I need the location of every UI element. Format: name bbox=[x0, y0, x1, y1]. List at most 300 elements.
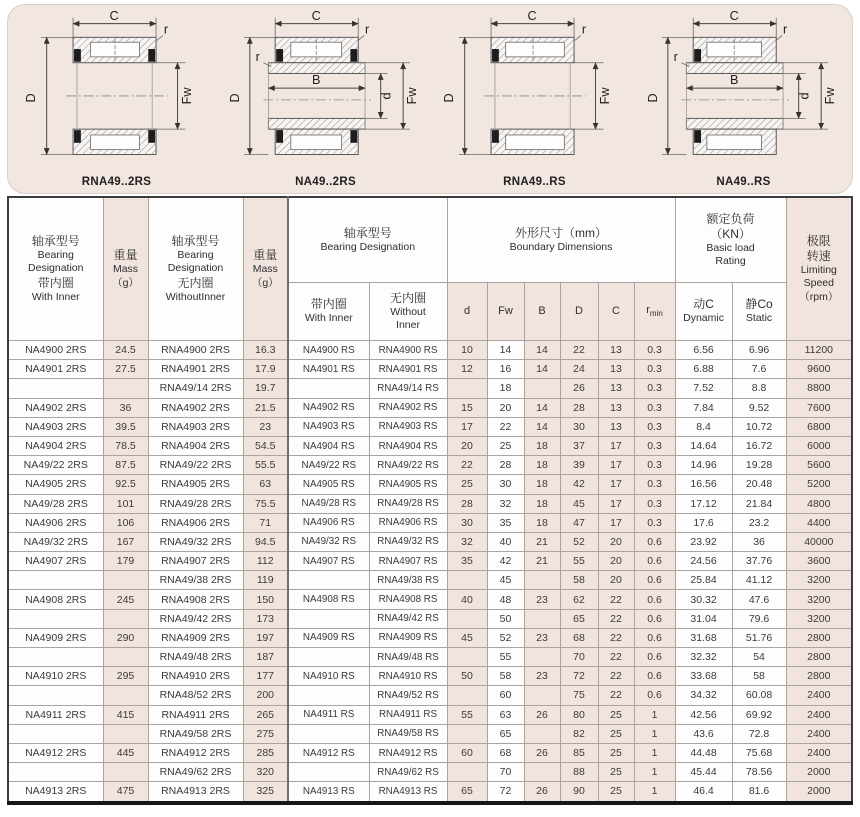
cell: 0.3 bbox=[634, 379, 675, 398]
header-designation-without-inner-2rs: 轴承型号 Bearing Designation 无内圈 WithoutInner bbox=[148, 197, 243, 341]
cell: 25 bbox=[598, 705, 634, 724]
cell: 27.5 bbox=[103, 360, 148, 379]
cell: NA4906 2RS bbox=[8, 513, 103, 532]
table-row bbox=[8, 686, 852, 705]
cell: 0.3 bbox=[634, 417, 675, 436]
cell: 19.7 bbox=[243, 379, 288, 398]
cell: 3200 bbox=[786, 590, 852, 609]
cell: NA4907 2RS bbox=[8, 552, 103, 571]
cell: 5600 bbox=[786, 456, 852, 475]
table-row bbox=[8, 782, 852, 803]
cell: NA4901 RS bbox=[288, 360, 369, 379]
cell: 10 bbox=[447, 341, 487, 360]
cell: 70 bbox=[487, 763, 524, 782]
bearing-spec-table bbox=[7, 196, 853, 805]
cell: 18 bbox=[524, 513, 560, 532]
cell: 78.56 bbox=[732, 763, 786, 782]
cell: 85 bbox=[560, 743, 598, 762]
cell: 21 bbox=[524, 552, 560, 571]
cell: RNA4907 2RS bbox=[148, 552, 243, 571]
cell: 72.8 bbox=[732, 724, 786, 743]
cell: 20.48 bbox=[732, 475, 786, 494]
cell: 22 bbox=[487, 417, 524, 436]
cell: RNA4904 2RS bbox=[148, 436, 243, 455]
cell: RNA4912 RS bbox=[369, 743, 447, 762]
cell: 0.6 bbox=[634, 532, 675, 551]
header-col-dynamic: 动C Dynamic bbox=[675, 283, 732, 341]
cell: 1 bbox=[634, 763, 675, 782]
cell: 42.56 bbox=[675, 705, 732, 724]
table-row bbox=[8, 436, 852, 455]
cell: 92.5 bbox=[103, 475, 148, 494]
cell: NA4905 RS bbox=[288, 475, 369, 494]
cell: 26 bbox=[560, 379, 598, 398]
cell: 0.6 bbox=[634, 609, 675, 628]
cell: 68 bbox=[487, 743, 524, 762]
cell: 13 bbox=[598, 417, 634, 436]
cell: 21.84 bbox=[732, 494, 786, 513]
cell: 0.6 bbox=[634, 571, 675, 590]
dim-label-D: D bbox=[23, 93, 38, 103]
cell bbox=[447, 571, 487, 590]
header-col-b: B bbox=[524, 283, 560, 341]
cell bbox=[447, 724, 487, 743]
cell: RNA4909 RS bbox=[369, 628, 447, 647]
diagram-caption: RNA49..RS bbox=[503, 176, 566, 188]
bearing-cross-section-drawing bbox=[228, 10, 424, 176]
cell: 39.5 bbox=[103, 417, 148, 436]
cell bbox=[447, 763, 487, 782]
cell: 16.72 bbox=[732, 436, 786, 455]
diagram-na49-rs bbox=[646, 10, 842, 191]
cell: 2800 bbox=[786, 648, 852, 667]
cell: 20 bbox=[447, 436, 487, 455]
cell: 30 bbox=[487, 475, 524, 494]
cell: 112 bbox=[243, 552, 288, 571]
cell bbox=[524, 648, 560, 667]
cell: RNA4913 2RS bbox=[148, 782, 243, 803]
cell: 13 bbox=[598, 341, 634, 360]
cell: 2400 bbox=[786, 705, 852, 724]
cell: 5200 bbox=[786, 475, 852, 494]
cell: 60 bbox=[487, 686, 524, 705]
cell: 32 bbox=[487, 494, 524, 513]
cell: 8.4 bbox=[675, 417, 732, 436]
cell: 14 bbox=[487, 341, 524, 360]
cell: RNA4904 RS bbox=[369, 436, 447, 455]
cell: 55 bbox=[560, 552, 598, 571]
cell: 43.6 bbox=[675, 724, 732, 743]
cell: NA4905 2RS bbox=[8, 475, 103, 494]
cell: 17 bbox=[447, 417, 487, 436]
cell: NA49/32 RS bbox=[288, 532, 369, 551]
cell: 51.76 bbox=[732, 628, 786, 647]
cell: NA4913 RS bbox=[288, 782, 369, 803]
cell: 445 bbox=[103, 743, 148, 762]
cell: 26 bbox=[524, 782, 560, 803]
cell: 40 bbox=[487, 532, 524, 551]
cell: 3600 bbox=[786, 552, 852, 571]
cell: RNA4907 RS bbox=[369, 552, 447, 571]
header-col-static: 静Co Static bbox=[732, 283, 786, 341]
cell: 22 bbox=[447, 456, 487, 475]
cell bbox=[447, 379, 487, 398]
header-designation-with-inner-2rs: 轴承型号 Bearing Designation 带内圈 With Inner bbox=[8, 197, 103, 341]
cell: RNA4908 RS bbox=[369, 590, 447, 609]
cell: 3200 bbox=[786, 609, 852, 628]
cell: 0.6 bbox=[634, 552, 675, 571]
cell bbox=[8, 724, 103, 743]
cell: 475 bbox=[103, 782, 148, 803]
cell: 320 bbox=[243, 763, 288, 782]
cell: 54.5 bbox=[243, 436, 288, 455]
cell: 47 bbox=[560, 513, 598, 532]
cell: 14 bbox=[524, 341, 560, 360]
dim-label-r: r bbox=[163, 22, 168, 37]
cell bbox=[288, 609, 369, 628]
cell: 1 bbox=[634, 705, 675, 724]
cell: 22 bbox=[598, 667, 634, 686]
cell: NA4912 2RS bbox=[8, 743, 103, 762]
cell: 58 bbox=[487, 667, 524, 686]
cell: NA4903 2RS bbox=[8, 417, 103, 436]
cell: 1 bbox=[634, 782, 675, 803]
cell: NA4912 RS bbox=[288, 743, 369, 762]
dim-label-d: d bbox=[378, 92, 393, 100]
cell: 16.56 bbox=[675, 475, 732, 494]
cell: 16 bbox=[487, 360, 524, 379]
cell: 63 bbox=[243, 475, 288, 494]
table-row bbox=[8, 667, 852, 686]
cell bbox=[288, 763, 369, 782]
cell: NA49/28 2RS bbox=[8, 494, 103, 513]
dim-label-b: B bbox=[729, 73, 738, 88]
cell: 60.08 bbox=[732, 686, 786, 705]
cell: RNA4910 2RS bbox=[148, 667, 243, 686]
cell: 17.9 bbox=[243, 360, 288, 379]
cell: RNA4905 2RS bbox=[148, 475, 243, 494]
cell: RNA49/38 RS bbox=[369, 571, 447, 590]
cell: RNA4911 2RS bbox=[148, 705, 243, 724]
table-row bbox=[8, 552, 852, 571]
table-row bbox=[8, 705, 852, 724]
diagram-rna49-rs bbox=[437, 10, 633, 191]
header-mass-without-inner: 重量 Mass （g） bbox=[243, 197, 288, 341]
cell: RNA49/28 2RS bbox=[148, 494, 243, 513]
header-mass-with-inner: 重量 Mass （g） bbox=[103, 197, 148, 341]
cell: RNA4900 2RS bbox=[148, 341, 243, 360]
cell: 14.96 bbox=[675, 456, 732, 475]
cell: 8800 bbox=[786, 379, 852, 398]
cell: 101 bbox=[103, 494, 148, 513]
table-row bbox=[8, 398, 852, 417]
cell: 22 bbox=[598, 609, 634, 628]
cell: 60 bbox=[447, 743, 487, 762]
cell: 26 bbox=[524, 705, 560, 724]
cell: 69.92 bbox=[732, 705, 786, 724]
cell: 11200 bbox=[786, 341, 852, 360]
cell: 18 bbox=[487, 379, 524, 398]
cell: 19.28 bbox=[732, 456, 786, 475]
dim-label-D: D bbox=[227, 93, 242, 103]
cell: 0.3 bbox=[634, 494, 675, 513]
table-row bbox=[8, 724, 852, 743]
cell: 20 bbox=[598, 552, 634, 571]
cell: 9.52 bbox=[732, 398, 786, 417]
cell: 23 bbox=[524, 590, 560, 609]
cell: 24 bbox=[560, 360, 598, 379]
cell: 22 bbox=[598, 648, 634, 667]
dim-label-r: r bbox=[581, 22, 586, 37]
cell: 0.3 bbox=[634, 398, 675, 417]
cell: 2400 bbox=[786, 686, 852, 705]
table-row bbox=[8, 513, 852, 532]
cell: 275 bbox=[243, 724, 288, 743]
cell: 25.84 bbox=[675, 571, 732, 590]
diagram-caption: RNA49..2RS bbox=[81, 176, 152, 188]
cell: NA4909 2RS bbox=[8, 628, 103, 647]
cell: 55 bbox=[447, 705, 487, 724]
cell: 6.96 bbox=[732, 341, 786, 360]
cell: 14 bbox=[524, 360, 560, 379]
cell: RNA49/62 2RS bbox=[148, 763, 243, 782]
cell bbox=[103, 379, 148, 398]
cell: 30 bbox=[447, 513, 487, 532]
cell: RNA48/52 2RS bbox=[148, 686, 243, 705]
cell: 1 bbox=[634, 743, 675, 762]
cell: 71 bbox=[243, 513, 288, 532]
cell: RNA4906 2RS bbox=[148, 513, 243, 532]
cell: 47.6 bbox=[732, 590, 786, 609]
dim-label-fw: Fw bbox=[179, 87, 194, 105]
cell: 23 bbox=[243, 417, 288, 436]
cell: RNA4909 2RS bbox=[148, 628, 243, 647]
cell: 63 bbox=[487, 705, 524, 724]
cell: NA4904 RS bbox=[288, 436, 369, 455]
cell: 78.5 bbox=[103, 436, 148, 455]
cell: 58 bbox=[732, 667, 786, 686]
table-row bbox=[8, 590, 852, 609]
cell: 7600 bbox=[786, 398, 852, 417]
header-without-inner-rs: 无内圈 Without Inner bbox=[369, 283, 447, 341]
cell: RNA49/48 2RS bbox=[148, 648, 243, 667]
cell: 42 bbox=[487, 552, 524, 571]
cell: 52 bbox=[487, 628, 524, 647]
cell: NA49/28 RS bbox=[288, 494, 369, 513]
cell: 22 bbox=[598, 628, 634, 647]
cell: RNA4905 RS bbox=[369, 475, 447, 494]
cell: 13 bbox=[598, 360, 634, 379]
cell: RNA4900 RS bbox=[369, 341, 447, 360]
cell: RNA4911 RS bbox=[369, 705, 447, 724]
table-row bbox=[8, 417, 852, 436]
cell: NA4903 RS bbox=[288, 417, 369, 436]
cell: 9600 bbox=[786, 360, 852, 379]
cell: 35 bbox=[447, 552, 487, 571]
cell: 75 bbox=[560, 686, 598, 705]
cell bbox=[103, 648, 148, 667]
cell: 30.32 bbox=[675, 590, 732, 609]
cell: 7.6 bbox=[732, 360, 786, 379]
cell: 177 bbox=[243, 667, 288, 686]
cell: 2400 bbox=[786, 724, 852, 743]
cell: 37 bbox=[560, 436, 598, 455]
cell bbox=[524, 724, 560, 743]
cell bbox=[288, 379, 369, 398]
cell: 21 bbox=[524, 532, 560, 551]
cell: NA4910 2RS bbox=[8, 667, 103, 686]
cell: 25 bbox=[598, 763, 634, 782]
cell: RNA4910 RS bbox=[369, 667, 447, 686]
cell: 28 bbox=[487, 456, 524, 475]
cell: NA4908 RS bbox=[288, 590, 369, 609]
table-row bbox=[8, 743, 852, 762]
cell: 79.6 bbox=[732, 609, 786, 628]
cell: 119 bbox=[243, 571, 288, 590]
cell: RNA49/58 2RS bbox=[148, 724, 243, 743]
cell: 22 bbox=[560, 341, 598, 360]
diagram-na49-2rs bbox=[228, 10, 424, 191]
header-designation-group: 轴承型号 Bearing Designation bbox=[288, 197, 447, 283]
cell: 0.6 bbox=[634, 628, 675, 647]
cell: 75.68 bbox=[732, 743, 786, 762]
cell: 6.88 bbox=[675, 360, 732, 379]
table-row bbox=[8, 475, 852, 494]
cell bbox=[103, 609, 148, 628]
cell: RNA4908 2RS bbox=[148, 590, 243, 609]
cell: RNA49/22 RS bbox=[369, 456, 447, 475]
table-row bbox=[8, 763, 852, 782]
cell: 20 bbox=[598, 532, 634, 551]
cell: 200 bbox=[243, 686, 288, 705]
table-row bbox=[8, 456, 852, 475]
cell: 20 bbox=[598, 571, 634, 590]
cell: 0.6 bbox=[634, 648, 675, 667]
cell: 106 bbox=[103, 513, 148, 532]
cell bbox=[288, 648, 369, 667]
cell: 45 bbox=[447, 628, 487, 647]
cell: 17 bbox=[598, 436, 634, 455]
cell: NA49/22 RS bbox=[288, 456, 369, 475]
cell: 48 bbox=[487, 590, 524, 609]
cell: 7.52 bbox=[675, 379, 732, 398]
cell: 52 bbox=[560, 532, 598, 551]
cell: 55.5 bbox=[243, 456, 288, 475]
dim-label-fw: Fw bbox=[404, 87, 419, 105]
cell: 13 bbox=[598, 379, 634, 398]
header-with-inner-rs: 带内圈 With Inner bbox=[288, 283, 369, 341]
cell: 173 bbox=[243, 609, 288, 628]
cell: 18 bbox=[524, 436, 560, 455]
cell: 54 bbox=[732, 648, 786, 667]
cell bbox=[8, 379, 103, 398]
dim-label-d: d bbox=[796, 92, 811, 100]
cell: 2000 bbox=[786, 782, 852, 803]
cell: 25 bbox=[598, 724, 634, 743]
dim-label-D: D bbox=[645, 93, 660, 103]
cell: 45.44 bbox=[675, 763, 732, 782]
cell: 55 bbox=[487, 648, 524, 667]
cell bbox=[524, 686, 560, 705]
cell: 0.3 bbox=[634, 341, 675, 360]
header-limiting-speed: 极限 转速 Limiting Speed （rpm） bbox=[786, 197, 852, 341]
cell: 23 bbox=[524, 628, 560, 647]
cell: 167 bbox=[103, 532, 148, 551]
cell: 81.6 bbox=[732, 782, 786, 803]
cell: 32 bbox=[447, 532, 487, 551]
header-col-fw: Fw bbox=[487, 283, 524, 341]
table-row bbox=[8, 648, 852, 667]
bearing-cross-section-drawing bbox=[19, 10, 215, 176]
cell: RNA4903 RS bbox=[369, 417, 447, 436]
cell: RNA49/48 RS bbox=[369, 648, 447, 667]
cell: 28 bbox=[447, 494, 487, 513]
cell: 22 bbox=[598, 590, 634, 609]
cell: 0.6 bbox=[634, 686, 675, 705]
table-row bbox=[8, 360, 852, 379]
cell: 6800 bbox=[786, 417, 852, 436]
cell bbox=[8, 648, 103, 667]
cell: 295 bbox=[103, 667, 148, 686]
cell: 37.76 bbox=[732, 552, 786, 571]
cell: RNA49/62 RS bbox=[369, 763, 447, 782]
header-dimensions-group: 外形尺寸（mm） Boundary Dimensions bbox=[447, 197, 675, 283]
cell: 34.32 bbox=[675, 686, 732, 705]
dim-label-fw: Fw bbox=[822, 87, 837, 105]
dim-label-b: B bbox=[311, 73, 320, 88]
cell: 2000 bbox=[786, 763, 852, 782]
cell: 25 bbox=[487, 436, 524, 455]
cell: RNA4902 2RS bbox=[148, 398, 243, 417]
cell: 58 bbox=[560, 571, 598, 590]
cell: 325 bbox=[243, 782, 288, 803]
header-col-D: D bbox=[560, 283, 598, 341]
cell: NA49/22 2RS bbox=[8, 456, 103, 475]
cell: RNA49/32 RS bbox=[369, 532, 447, 551]
cell: RNA49/14 2RS bbox=[148, 379, 243, 398]
cell: 17 bbox=[598, 513, 634, 532]
cell: 45 bbox=[487, 571, 524, 590]
cell: 285 bbox=[243, 743, 288, 762]
cell: 0.6 bbox=[634, 590, 675, 609]
cell: NA49/32 2RS bbox=[8, 532, 103, 551]
cell bbox=[103, 763, 148, 782]
cell: 4800 bbox=[786, 494, 852, 513]
cell: 17.6 bbox=[675, 513, 732, 532]
cell: NA4902 2RS bbox=[8, 398, 103, 417]
cell: 2800 bbox=[786, 628, 852, 647]
cell: 187 bbox=[243, 648, 288, 667]
cell: 36 bbox=[732, 532, 786, 551]
cell: 26 bbox=[524, 743, 560, 762]
cell: 179 bbox=[103, 552, 148, 571]
cell: RNA49/52 RS bbox=[369, 686, 447, 705]
cell: 65 bbox=[560, 609, 598, 628]
cell: 40 bbox=[447, 590, 487, 609]
cell: NA4900 2RS bbox=[8, 341, 103, 360]
cell: RNA49/32 2RS bbox=[148, 532, 243, 551]
cell: 65 bbox=[447, 782, 487, 803]
cell: 18 bbox=[524, 494, 560, 513]
cell: 25 bbox=[598, 743, 634, 762]
cell: NA4907 RS bbox=[288, 552, 369, 571]
cell: 0.3 bbox=[634, 513, 675, 532]
cell: 6.56 bbox=[675, 341, 732, 360]
cell: 150 bbox=[243, 590, 288, 609]
cell: 7.84 bbox=[675, 398, 732, 417]
cell: 18 bbox=[524, 456, 560, 475]
table-row bbox=[8, 379, 852, 398]
